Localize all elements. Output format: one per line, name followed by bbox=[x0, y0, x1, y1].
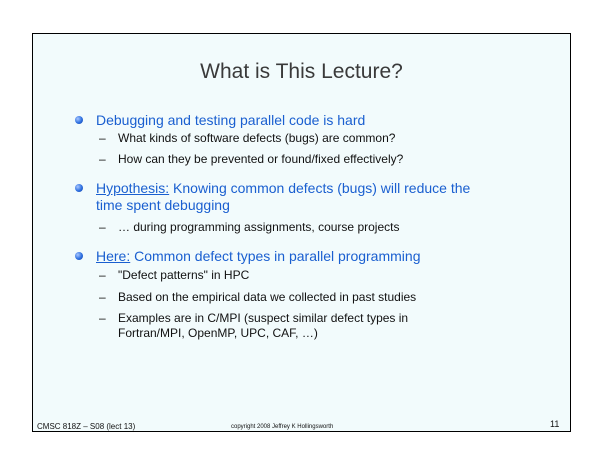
dash-icon: – bbox=[99, 152, 106, 166]
footer-course: CMSC 818Z – S08 (lect 13) bbox=[37, 422, 136, 431]
sub-item-text: "Defect patterns" in HPC bbox=[118, 268, 250, 282]
sub-item-text: Based on the empirical data we collected in past studies bbox=[118, 290, 417, 304]
slide-title: What is This Lecture? bbox=[200, 60, 403, 83]
sub-item-text-continued: Fortran/MPI, OpenMP, UPC, CAF, …) bbox=[118, 326, 318, 340]
dash-icon: – bbox=[99, 311, 106, 325]
bullet-text: Debugging and testing parallel code is hard bbox=[96, 112, 366, 128]
dash-icon: – bbox=[99, 290, 106, 304]
dash-icon: – bbox=[99, 131, 106, 145]
sub-item-text: Examples are in C/MPI (suspect similar defect types in bbox=[118, 311, 409, 325]
bullet-text: Common defect types in parallel programming bbox=[130, 248, 421, 264]
sub-item bbox=[99, 290, 518, 305]
sub-item-text: How can they be prevented or found/fixed effectively? bbox=[118, 152, 404, 166]
sub-item bbox=[99, 131, 518, 146]
sub-item-text: … during programming assignments, course projects bbox=[118, 220, 400, 234]
bullet-here bbox=[96, 248, 536, 265]
dash-icon: – bbox=[99, 220, 106, 234]
slide bbox=[32, 33, 571, 432]
bullet-hypothesis bbox=[96, 180, 536, 214]
bullet-text-continued: time spent debugging bbox=[96, 197, 230, 213]
sub-item bbox=[99, 220, 518, 235]
sub-item-text: What kinds of software defects (bugs) are common? bbox=[118, 131, 396, 145]
bullet-prefix: Here: bbox=[96, 248, 131, 264]
sub-item bbox=[99, 152, 518, 167]
bullet-dot-icon bbox=[75, 184, 83, 192]
page-number: 11 bbox=[550, 419, 560, 429]
bullet-debugging bbox=[96, 112, 536, 129]
sub-item bbox=[99, 311, 518, 341]
footer-copyright: copyright 2008 Jeffrey K Hollingsworth bbox=[231, 424, 334, 430]
dash-icon: – bbox=[99, 268, 106, 282]
sub-item bbox=[99, 268, 518, 283]
bullet-dot-icon bbox=[75, 252, 83, 260]
bullet-dot-icon bbox=[75, 116, 83, 124]
bullet-prefix: Hypothesis: bbox=[96, 180, 170, 196]
bullet-text: Knowing common defects (bugs) will reduce the bbox=[169, 180, 471, 196]
